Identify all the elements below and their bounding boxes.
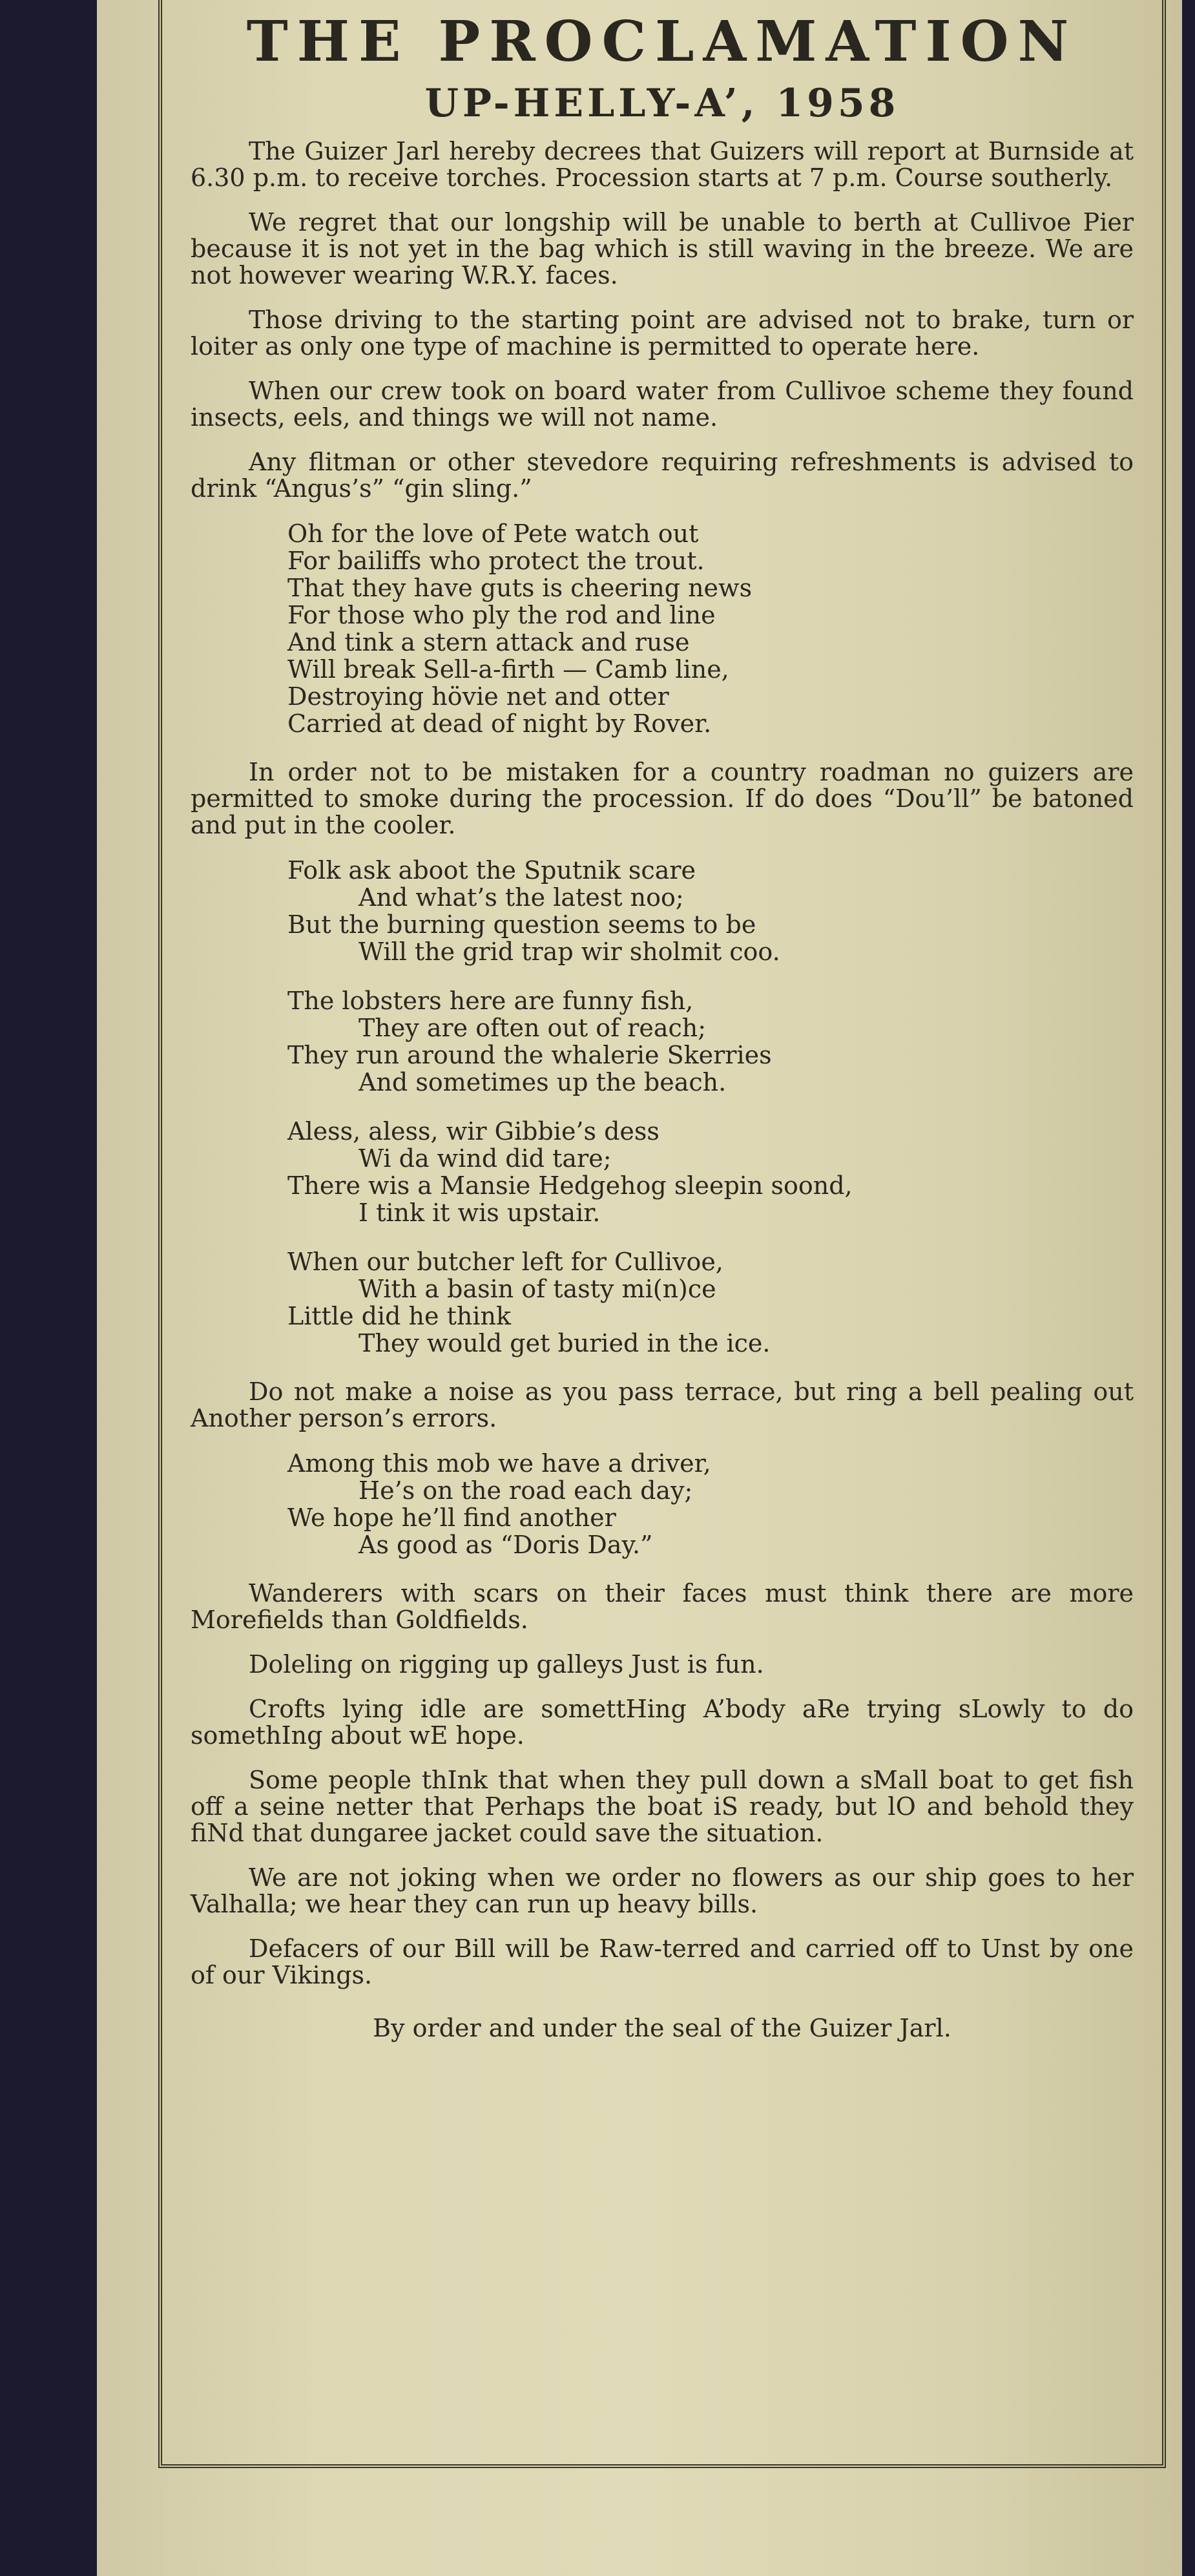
verse	[287, 857, 1134, 965]
verse-line: As good as “Doris Day.”	[358, 1531, 653, 1559]
verse-line: But the burning question seems to be	[287, 910, 756, 939]
verse-line: Oh for the love of Pete watch out	[287, 519, 699, 548]
verse-line: Folk ask aboot the Sputnik scare	[287, 856, 696, 885]
verse-line: And tink a stern attack and ruse	[287, 628, 690, 656]
paragraph: In order not to be mistaken for a country roadman no guizers are permitted to smoke during the procession. If do does “Dou’ll” be batoned and put in the cooler.	[191, 758, 1134, 839]
verse	[287, 1118, 1134, 1226]
verse-line: Carried at dead of night by Rover.	[287, 709, 712, 738]
verse-line: For bailiffs who protect the trout.	[287, 547, 705, 575]
verse-line: When our butcher left for Cullivoe,	[287, 1248, 723, 1276]
closing-line: By order and under the seal of the Guizer Jarl.	[373, 2014, 951, 2042]
verse-line: That they have guts is cheering news	[287, 574, 753, 602]
verse-line: They would get buried in the ice.	[358, 1329, 771, 1357]
verse	[287, 1450, 1134, 1558]
verse-line: Wi da wind did tare;	[358, 1144, 612, 1173]
verse	[287, 520, 1134, 737]
paragraph: Doleling on rigging up galleys Just is fun.	[249, 1650, 764, 1679]
verse-line: There wis a Mansie Hedgehog sleepin soond,	[287, 1171, 853, 1200]
paragraph: When our crew took on board water from Cullivoe scheme they found insects, eels, and things we will not name.	[191, 377, 1134, 432]
verse-line: And what’s the latest noo;	[358, 883, 684, 912]
verse-line: They are often out of reach;	[358, 1014, 707, 1042]
paragraph: The Guizer Jarl hereby decrees that Guizers will report at Burnside at 6.30 p.m. to receive torches. Procession starts at 7 p.m. Course southerly.	[191, 137, 1134, 192]
proclamation-text	[191, 6, 1134, 2042]
verse-line: Destroying hövie net and otter	[287, 682, 669, 711]
paragraph: Do not make a noise as you pass terrace, but ring a bell pealing out Another person’s errors.	[191, 1377, 1134, 1432]
paragraph: We regret that our longship will be unable to berth at Cullivoe Pier because it is not yet in the bag which is still waving in the breeze. We are not however wearing W.R.Y. faces.	[191, 208, 1134, 289]
verse-line: And sometimes up the beach.	[358, 1068, 727, 1096]
paragraph: Wanderers with scars on their faces must think there are more Morefields than Goldfields.	[191, 1579, 1134, 1634]
title: THE PROCLAMATION	[246, 9, 1078, 74]
verse	[287, 987, 1134, 1096]
paragraph: Defacers of our Bill will be Raw-terred and carried off to Unst by one of our Vikings.	[191, 1934, 1134, 1989]
verse-line: They run around the whalerie Skerries	[287, 1041, 772, 1069]
verse-line: With a basin of tasty mi(n)ce	[358, 1275, 716, 1303]
verse-line: Little did he think	[287, 1302, 511, 1330]
verse-line: For those who ply the rod and line	[287, 601, 716, 629]
paragraph: We are not joking when we order no flowers as our ship goes to her Valhalla; we hear they can run up heavy bills.	[191, 1863, 1134, 1918]
verse	[287, 1248, 1134, 1357]
verse-line: Will break Sell-a-firth — Camb line,	[287, 655, 729, 684]
paragraph: Those driving to the starting point are advised not to brake, turn or loiter as only one type of machine is permitted to operate here.	[191, 306, 1134, 361]
paragraph: Some people thInk that when they pull down a sMall boat to get fish off a seine netter that Perhaps the boat iS ready, but lO and behold they fiNd that dungaree jacket could save the situation.	[191, 1766, 1134, 1847]
subtitle: UP-HELLY-A’, 1958	[424, 81, 900, 126]
paragraph: Any flitman or other stevedore requiring refreshments is advised to drink “Angus’s” “gin sling.”	[191, 448, 1134, 503]
verse-line: Aless, aless, wir Gibbie’s dess	[287, 1117, 660, 1146]
verse-line: Among this mob we have a driver,	[287, 1449, 711, 1478]
verse-line: We hope he’ll find another	[287, 1503, 616, 1532]
verse-line: He’s on the road each day;	[358, 1476, 693, 1505]
verse-line: Will the grid trap wir sholmit coo.	[358, 937, 780, 966]
verse-line: The lobsters here are funny fish,	[287, 987, 694, 1015]
paragraph: Crofts lying idle are somettHing A’body aRe trying sLowly to do somethIng about wE hope.	[191, 1695, 1134, 1750]
verse-line: I tink it wis upstair.	[358, 1199, 601, 1227]
newspaper-clipping	[97, 0, 1182, 2576]
